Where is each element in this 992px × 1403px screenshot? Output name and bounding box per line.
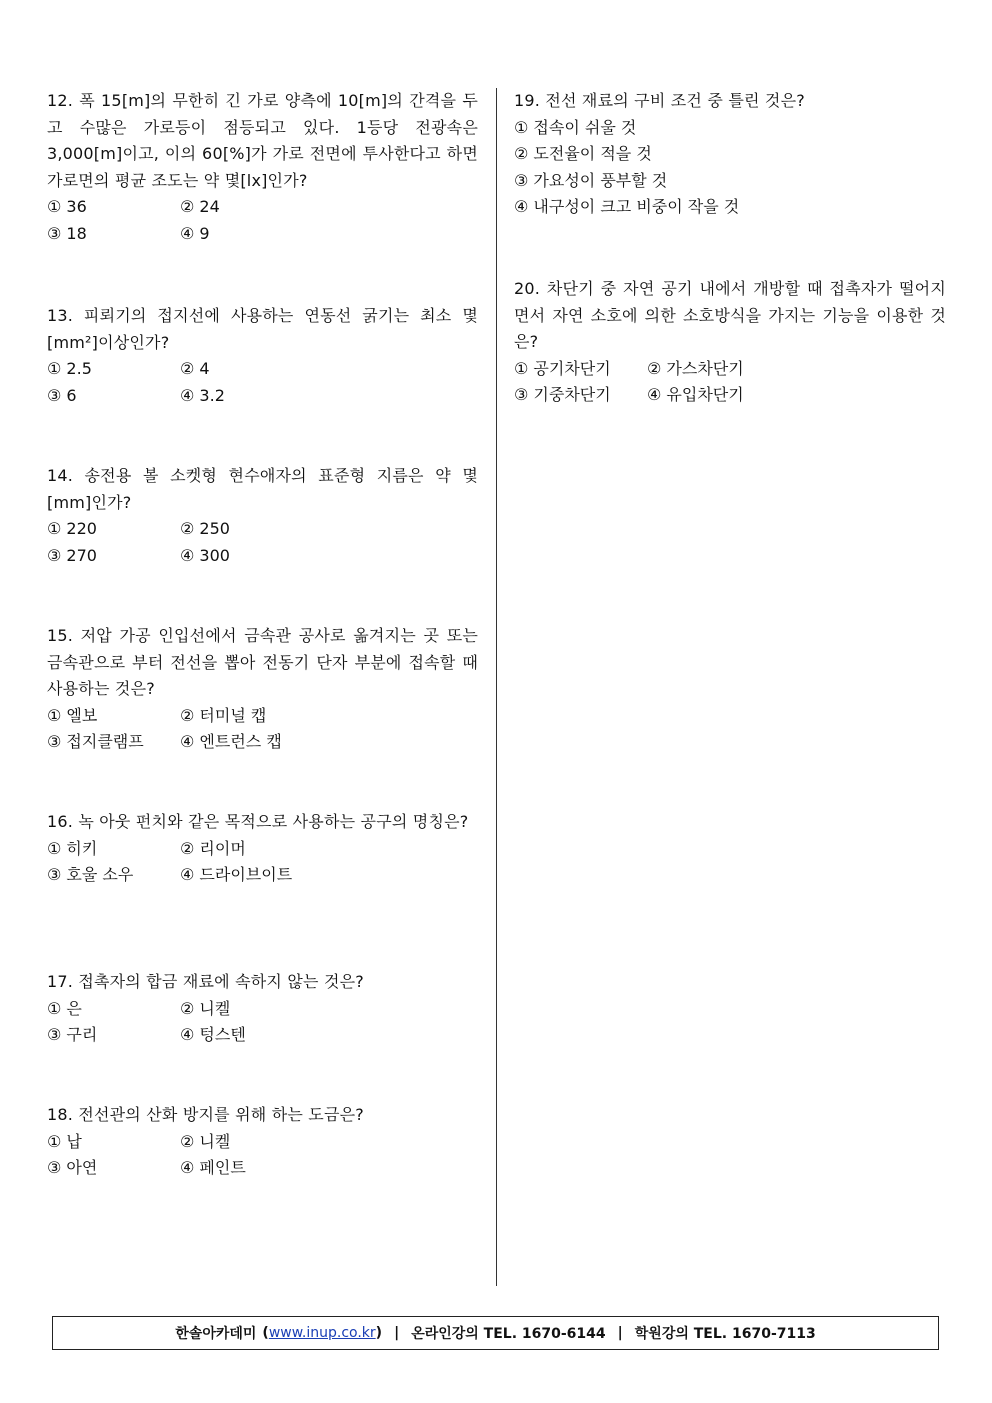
option-3: ③ 구리: [47, 1025, 98, 1044]
footer-separator: |: [394, 1325, 400, 1341]
question-stem: 14. 송전용 볼 소켓형 현수애자의 표준형 지름은 약 몇 [mm]인가?: [47, 466, 478, 512]
option-4: ④ 9: [180, 223, 210, 243]
footer-online-tel: 온라인강의 TEL. 1670-6144: [411, 1326, 606, 1342]
option-4: ④ 3.2: [180, 385, 225, 405]
question-stem: 19. 전선 재료의 구비 조건 중 틀린 것은?: [514, 91, 805, 110]
footer-academy: 한솔아카데미: [175, 1326, 257, 1342]
option-3: ③ 호울 소우: [47, 865, 134, 884]
option-1: ① 36: [47, 197, 87, 216]
option-list: [47, 356, 478, 409]
option-1: ① 220: [47, 519, 97, 538]
option-list: [47, 996, 478, 1049]
footer-offline-tel: 학원강의 TEL. 1670-7113: [634, 1326, 816, 1342]
option-1: ① 엘보: [47, 705, 98, 725]
question-stem: 20. 차단기 중 자연 공기 내에서 개방할 때 접촉자가 떨어지면서 자연 소호에 의한 소호방식을 가지는 기능을 이용한 것은?: [514, 279, 946, 351]
option-list: [514, 356, 946, 409]
question-14: [47, 463, 478, 569]
option-3: ③ 6: [47, 385, 77, 405]
option-3: ③ 18: [47, 223, 87, 243]
question-stem: 16. 녹 아웃 펀치와 같은 목적으로 사용하는 공구의 명칭은?: [47, 812, 469, 831]
option-3: ③ 접지클램프: [47, 732, 144, 751]
option-list: [47, 194, 478, 247]
option-4: ④ 엔트런스 캡: [180, 732, 282, 751]
option-4: ④ 드라이브이트: [180, 865, 293, 884]
option-list: [47, 516, 478, 569]
question-18: [47, 1102, 478, 1182]
option-4: ④ 300: [180, 545, 230, 565]
footer-open-paren: (: [262, 1325, 269, 1341]
option-2: ② 니켈: [180, 998, 231, 1018]
question-stem: 12. 폭 15[m]의 무한히 긴 가로 양측에 10[m]의 간격을 두고 수많은 가로등이 점등되고 있다. 1등당 전광속은 3,000[m]이고, 이의 60[%]가 가로 전면에 투사한다고 하면 가로면의 평균 조도는 약 몇[lx]인가?: [47, 91, 478, 190]
footer-separator: |: [617, 1325, 623, 1341]
option-4: ④ 내구성이 크고 비중이 작을 것: [514, 197, 740, 216]
option-2: ② 24: [180, 197, 220, 216]
option-3: ③ 270: [47, 545, 97, 565]
option-1: ① 공기차단기: [514, 358, 611, 378]
option-4: ④ 유입차단기: [647, 385, 744, 404]
question-stem: 13. 피뢰기의 접지선에 사용하는 연동선 굵기는 최소 몇 [mm²]이상인가?: [47, 306, 478, 352]
option-1: ① 히키: [47, 838, 98, 858]
footer-close-paren: ): [375, 1325, 383, 1341]
footer-bar: [52, 1316, 939, 1350]
option-list: [514, 115, 946, 221]
question-15: [47, 623, 478, 756]
option-1: ① 납: [47, 1131, 82, 1151]
question-17: [47, 969, 478, 1049]
footer-website-link[interactable]: www.inup.co.kr: [268, 1325, 376, 1341]
option-2: ② 니켈: [180, 1131, 231, 1151]
question-stem: 15. 저압 가공 인입선에서 금속관 공사로 옮겨지는 곳 또는 금속관으로 부터 전선을 뽑아 전동기 단자 부분에 접속할 때 사용하는 것은?: [47, 626, 478, 698]
option-2: ② 터미널 캡: [180, 705, 267, 725]
question-19: [514, 88, 946, 221]
option-2: ② 4: [180, 359, 210, 378]
option-list: [47, 836, 478, 889]
option-3: ③ 아연: [47, 1158, 98, 1177]
option-2: ② 도전율이 적을 것: [514, 144, 652, 163]
question-stem: 17. 접촉자의 합금 재료에 속하지 않는 것은?: [47, 972, 364, 991]
option-1: ① 접속이 쉬울 것: [514, 117, 637, 137]
option-2: ② 250: [180, 519, 230, 538]
question-12: [47, 88, 478, 247]
question-stem: 18. 전선관의 산화 방지를 위해 하는 도금은?: [47, 1105, 364, 1124]
question-13: [47, 303, 478, 409]
option-4: ④ 페인트: [180, 1158, 246, 1177]
option-2: ② 가스차단기: [647, 358, 744, 378]
question-20: [514, 276, 946, 409]
option-1: ① 2.5: [47, 359, 92, 378]
column-divider: [496, 88, 497, 1286]
option-list: [47, 1129, 478, 1182]
option-2: ② 리이머: [180, 838, 246, 858]
option-1: ① 은: [47, 998, 82, 1018]
option-4: ④ 텅스텐: [180, 1025, 246, 1044]
option-3: ③ 기중차단기: [514, 385, 611, 404]
option-3: ③ 가요성이 풍부할 것: [514, 170, 668, 190]
question-16: [47, 809, 478, 889]
option-list: [47, 703, 478, 756]
